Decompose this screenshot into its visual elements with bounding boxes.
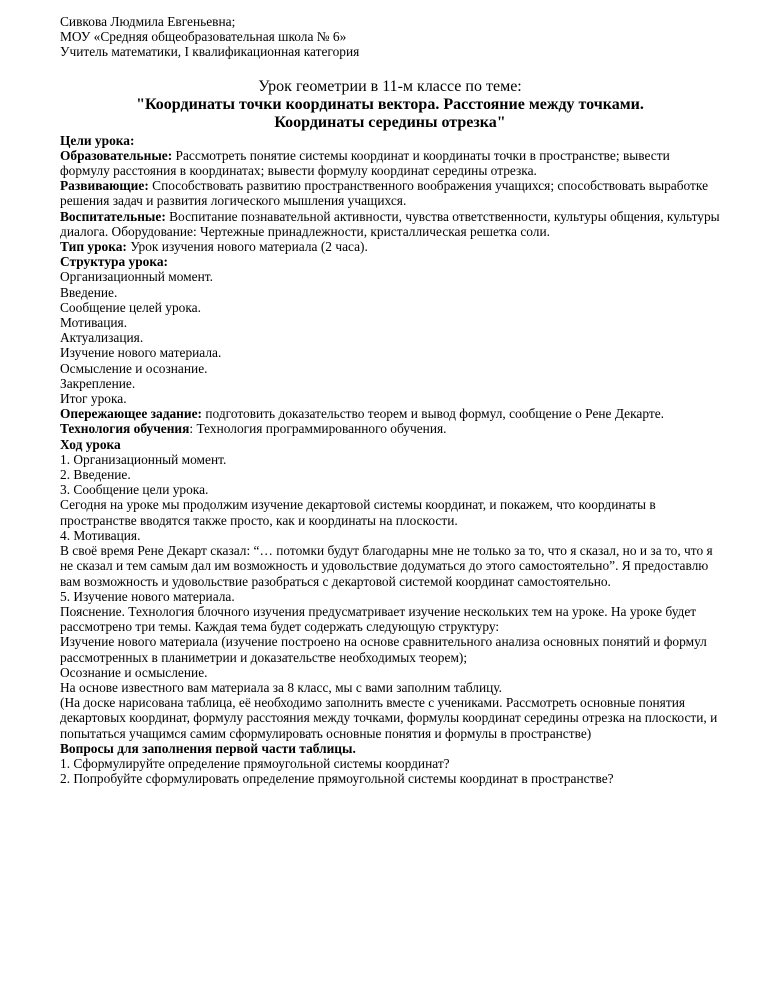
title-line-1: Урок геометрии в 11-м классе по теме: [258, 77, 522, 95]
lesson-title [60, 78, 720, 132]
advance-task: Опережающее задание: подготовить доказательство теорем и вывод формул, сообщение о Рене Декарте. [60, 406, 664, 422]
author-block [60, 14, 720, 60]
course-paragraph: 2. Введение. [60, 467, 131, 483]
structure-item: Сообщение целей урока. [60, 299, 201, 315]
structure-item: Актуализация. [60, 330, 144, 346]
question-item: 2. Попробуйте сформулировать определение прямоугольной системы координат в пространстве? [60, 771, 614, 787]
course-paragraph: В своё время Рене Декарт сказал: “… потомки будут благодарны мне не только за то, что я сказал, но и за то, что я не сказал и тем самым дал им возможность и удовольствие додуматься до этого самостоятельно”. Я предоставлю вам возможность и удовольствие разобраться с декартовой системой координат самостоятельно. [60, 543, 713, 589]
structure-item: Введение. [60, 284, 118, 300]
teaching-technology: Технология обучения: Технология программированного обучения. [60, 421, 447, 437]
author-name: Сивкова Людмила Евгеньевна; [60, 14, 236, 29]
course-paragraph: Изучение нового материала (изучение построено на основе сравнительного анализа основных понятий и формул рассмотренных в планиметрии и доказательстве необходимых теорем); [60, 634, 707, 665]
structure-item: Итог урока. [60, 391, 127, 407]
structure-heading: Структура урока: [60, 254, 169, 270]
title-line-3: Координаты середины отрезка" [274, 113, 506, 131]
course-paragraph: 5. Изучение нового материала. [60, 588, 235, 604]
goals-heading: Цели урока: [60, 132, 135, 148]
document-page [60, 14, 720, 786]
question-item: 1. Сформулируйте определение прямоугольной системы координат? [60, 755, 450, 771]
course-paragraph: Пояснение. Технология блочного изучения предусматривает изучение нескольких тем на уроке. На уроке будет рассмотрено три темы. Каждая тема будет содержать следующую структуру: [60, 603, 697, 635]
questions-heading: Вопросы для заполнения первой части таблицы. [60, 740, 356, 756]
structure-item: Закрепление. [60, 375, 136, 391]
goals-educational: Образовательные: Рассмотреть понятие системы координат и координаты точки в пространстве; вывести формулу расстояния в координатах; вывести формулу координат середины отрезка. [60, 147, 670, 179]
course-heading: Ход урока [60, 436, 121, 452]
goals-developing: Развивающие: Способствовать развитию пространственного воображения учащихся; способствовать выработке решения задач и развития логического мышления учащихся. [60, 178, 709, 209]
course-paragraph: Сегодня на уроке мы продолжим изучение декартовой системы координат, и покажем, что координаты в пространстве вводятся также просто, как и координаты на плоскости. [60, 497, 656, 528]
document-body [60, 133, 720, 787]
structure-item: Изучение нового материала. [60, 345, 222, 361]
course-paragraph: 4. Мотивация. [60, 527, 141, 543]
goals-upbringing: Воспитательные: Воспитание познавательной активности, чувства ответственности, культуры общения, культуры диалога. Оборудование: Чертежные принадлежности, кристаллическая решетка соли. [60, 208, 720, 239]
title-line-2: "Координаты точки координаты вектора. Расстояние между точками. [136, 95, 644, 113]
structure-item: Мотивация. [60, 315, 128, 331]
structure-item: Осмысление и осознание. [60, 360, 208, 376]
lesson-type: Тип урока: Урок изучения нового материала (2 часа). [60, 239, 368, 255]
author-position: Учитель математики, I квалификационная категория [60, 44, 360, 60]
structure-item: Организационный момент. [60, 269, 213, 285]
course-paragraph: 3. Сообщение цели урока. [60, 482, 209, 498]
course-paragraph: 1. Организационный момент. [60, 451, 227, 467]
course-paragraph: Осознание и осмысление. [60, 664, 208, 680]
author-school: МОУ «Средняя общеобразовательная школа № 6» [60, 29, 347, 45]
course-paragraph: На основе известного вам материала за 8 класс, мы с вами заполним таблицу. [60, 679, 503, 695]
course-paragraph: (На доске нарисована таблица, её необходимо заполнить вместе с учениками. Рассмотреть основные понятия декартовых координат, формулу расстояния между точками, формулы координат середины отрезка на плоскости, и попытаться учащимся самим сформулировать основные понятия и формулы в пространстве) [60, 695, 718, 741]
